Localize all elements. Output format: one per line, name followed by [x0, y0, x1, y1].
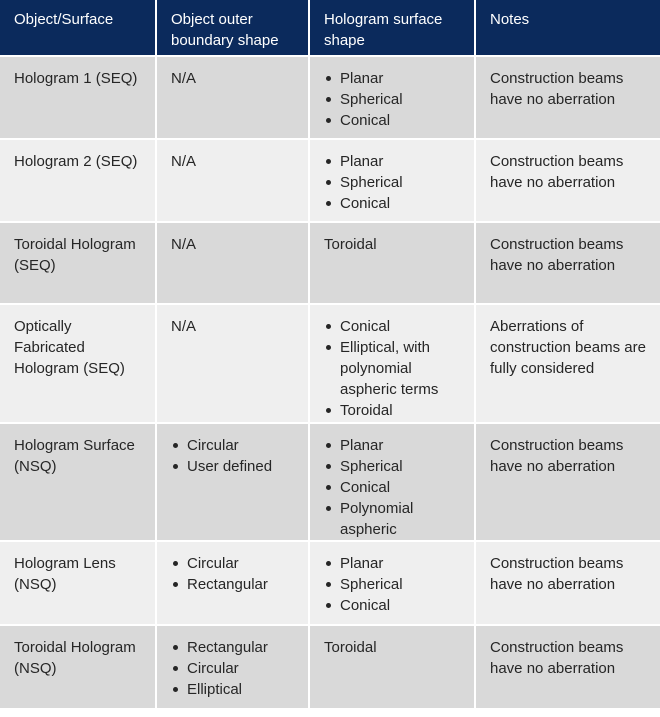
boundary-cell-list: [171, 553, 298, 595]
boundary-cell: N/A: [156, 56, 309, 139]
surface-cell: [309, 304, 475, 423]
list-item: Toroidal: [324, 400, 464, 421]
table-row: [0, 625, 660, 708]
boundary-cell: N/A: [156, 304, 309, 423]
boundary-cell-list: [171, 637, 298, 700]
surface-cell: [309, 56, 475, 139]
surface-cell: [309, 139, 475, 222]
list-item: Planar: [324, 435, 464, 456]
list-item: Planar: [324, 68, 464, 89]
table-row: [0, 423, 660, 541]
list-item: Conical: [324, 110, 464, 131]
list-item: Polynomial aspheric: [324, 498, 464, 540]
list-item: Circular: [171, 658, 298, 679]
surface-cell-list: [324, 151, 464, 214]
surface-cell: [309, 423, 475, 541]
list-item: Elliptical, with polynomial aspheric terms: [324, 337, 464, 400]
object-cell: Toroidal Hologram (NSQ): [0, 625, 156, 708]
boundary-cell: N/A: [156, 139, 309, 222]
surface-cell-list: [324, 316, 464, 421]
surface-cell: Toroidal: [309, 625, 475, 708]
notes-cell: Construction beams have no aberration: [475, 139, 660, 222]
table-row: [0, 222, 660, 304]
boundary-cell: N/A: [156, 222, 309, 304]
table-header: [0, 0, 660, 56]
notes-cell: Aberrations of construction beams are fully considered: [475, 304, 660, 423]
list-item: Circular: [171, 435, 298, 456]
notes-cell: Construction beams have no aberration: [475, 541, 660, 625]
header-notes: Notes: [475, 0, 660, 56]
list-item: Conical: [324, 316, 464, 337]
surface-cell-list: [324, 553, 464, 616]
boundary-cell: [156, 423, 309, 541]
object-cell: Hologram Lens (NSQ): [0, 541, 156, 625]
list-item: Conical: [324, 595, 464, 616]
header-surface-shape: Hologram surface shape: [309, 0, 475, 56]
table-row: [0, 139, 660, 222]
list-item: Circular: [171, 553, 298, 574]
header-row: [0, 0, 660, 56]
list-item: Planar: [324, 553, 464, 574]
table-row: [0, 304, 660, 423]
notes-cell: Construction beams have no aberration: [475, 625, 660, 708]
surface-cell: Toroidal: [309, 222, 475, 304]
boundary-cell: [156, 541, 309, 625]
boundary-cell-list: [171, 435, 298, 477]
list-item: Conical: [324, 193, 464, 214]
list-item: Spherical: [324, 89, 464, 110]
surface-cell: [309, 541, 475, 625]
notes-cell: Construction beams have no aberration: [475, 423, 660, 541]
object-cell: Hologram 1 (SEQ): [0, 56, 156, 139]
notes-cell: Construction beams have no aberration: [475, 56, 660, 139]
object-cell: Optically Fabricated Hologram (SEQ): [0, 304, 156, 423]
notes-cell: Construction beams have no aberration: [475, 222, 660, 304]
object-cell: Hologram 2 (SEQ): [0, 139, 156, 222]
table-row: [0, 541, 660, 625]
header-boundary-shape: Object outer boundary shape: [156, 0, 309, 56]
list-item: User defined: [171, 456, 298, 477]
object-cell: Toroidal Hologram (SEQ): [0, 222, 156, 304]
list-item: Rectangular: [171, 637, 298, 658]
header-object-surface: Object/Surface: [0, 0, 156, 56]
list-item: Rectangular: [171, 574, 298, 595]
surface-cell-list: [324, 435, 464, 540]
list-item: Spherical: [324, 172, 464, 193]
list-item: Spherical: [324, 574, 464, 595]
boundary-cell: [156, 625, 309, 708]
object-cell: Hologram Surface (NSQ): [0, 423, 156, 541]
surface-cell-list: [324, 68, 464, 131]
list-item: Spherical: [324, 456, 464, 477]
table-row: [0, 56, 660, 139]
list-item: Elliptical: [171, 679, 298, 700]
list-item: Planar: [324, 151, 464, 172]
list-item: Conical: [324, 477, 464, 498]
table-body: [0, 56, 660, 708]
